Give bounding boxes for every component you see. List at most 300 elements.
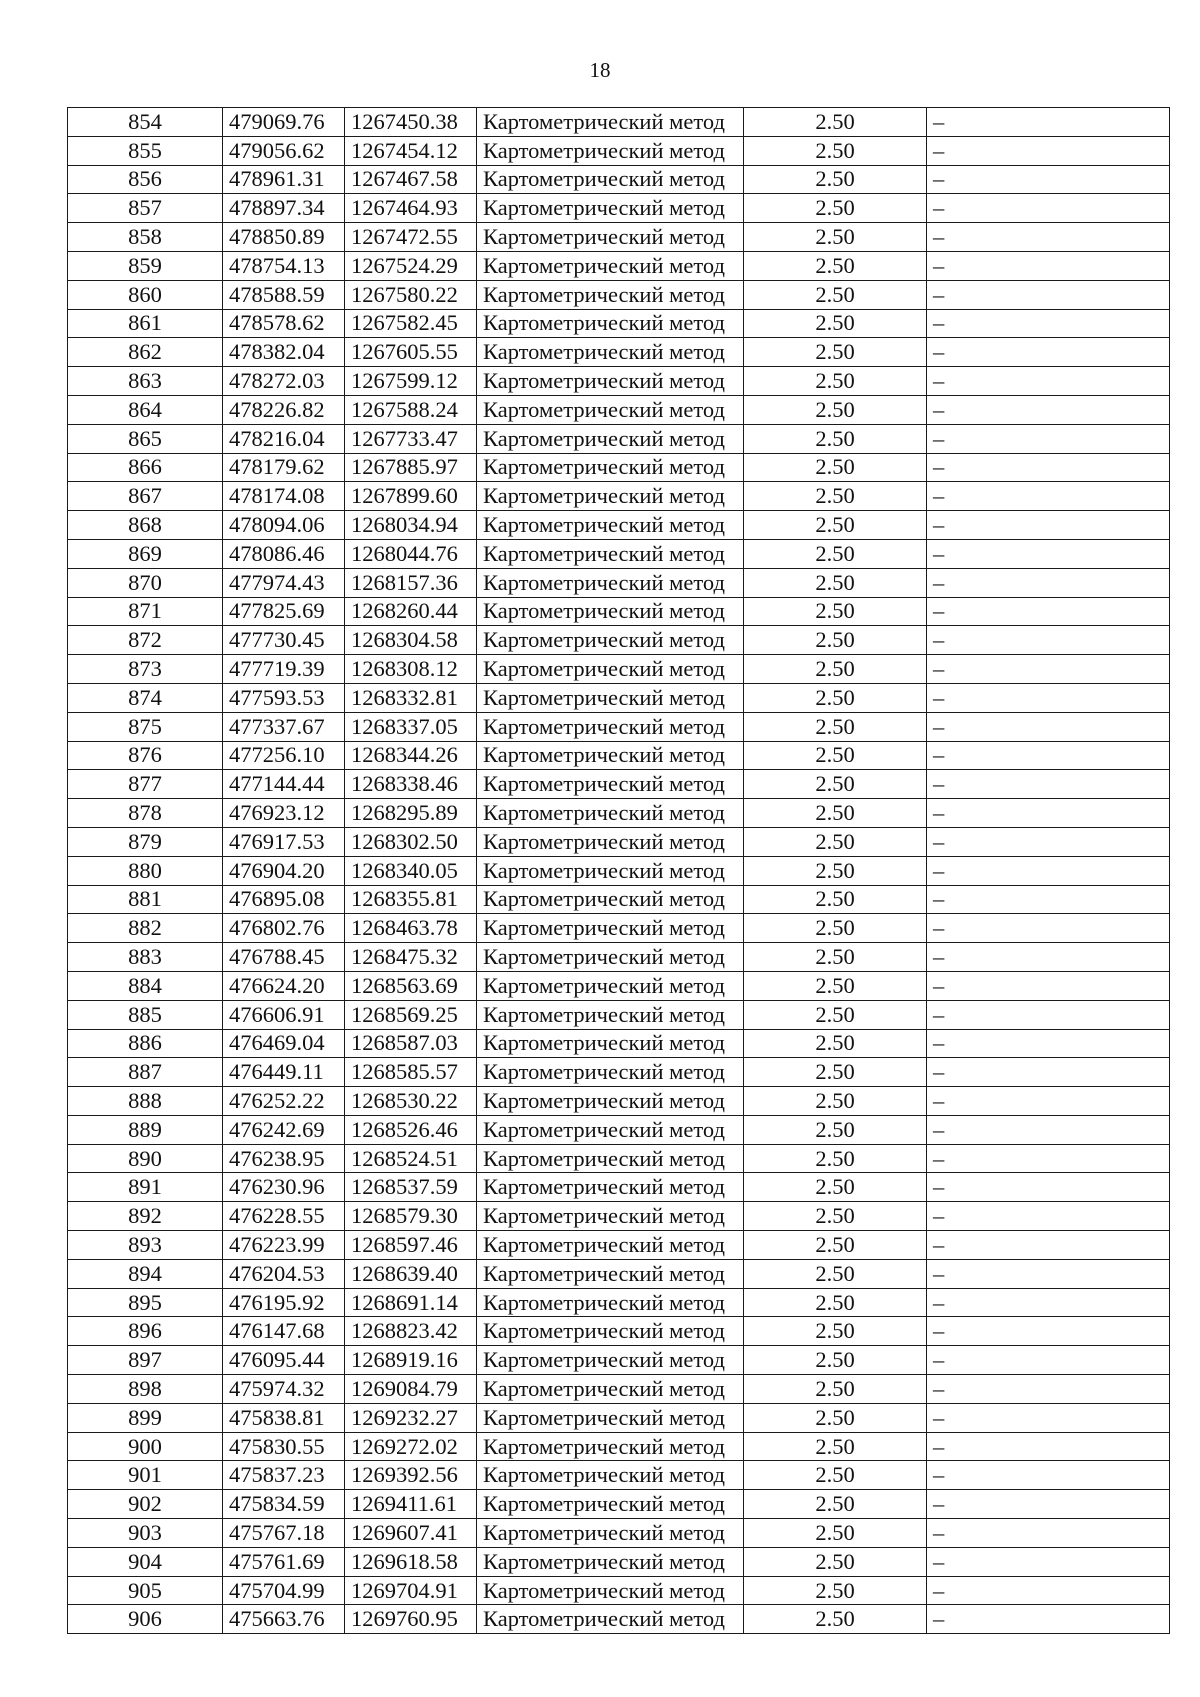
method-cell: Картометрический метод: [477, 914, 744, 943]
point-number-cell: 863: [68, 367, 223, 396]
point-number-cell: 881: [68, 885, 223, 914]
note-cell: –: [927, 223, 1170, 252]
y-coordinate-cell: 1268530.22: [345, 1087, 477, 1116]
method-cell: Картометрический метод: [477, 108, 744, 137]
coordinates-table: [67, 107, 1170, 1634]
accuracy-cell: 2.50: [744, 1000, 927, 1029]
point-number-cell: 893: [68, 1231, 223, 1260]
table-row: [68, 856, 1170, 885]
accuracy-cell: 2.50: [744, 1375, 927, 1404]
accuracy-cell: 2.50: [744, 1547, 927, 1576]
method-cell: Картометрический метод: [477, 251, 744, 280]
x-coordinate-cell: 478382.04: [223, 338, 345, 367]
table-row: [68, 914, 1170, 943]
point-number-cell: 856: [68, 165, 223, 194]
accuracy-cell: 2.50: [744, 1259, 927, 1288]
note-cell: –: [927, 1288, 1170, 1317]
y-coordinate-cell: 1267524.29: [345, 251, 477, 280]
x-coordinate-cell: 477825.69: [223, 597, 345, 626]
x-coordinate-cell: 478897.34: [223, 194, 345, 223]
coordinates-table-body: [68, 108, 1170, 1634]
x-coordinate-cell: 476802.76: [223, 914, 345, 943]
note-cell: –: [927, 1000, 1170, 1029]
table-row: [68, 309, 1170, 338]
point-number-cell: 890: [68, 1144, 223, 1173]
y-coordinate-cell: 1267467.58: [345, 165, 477, 194]
x-coordinate-cell: 475761.69: [223, 1547, 345, 1576]
x-coordinate-cell: 476195.92: [223, 1288, 345, 1317]
point-number-cell: 883: [68, 943, 223, 972]
x-coordinate-cell: 477337.67: [223, 712, 345, 741]
table-row: [68, 741, 1170, 770]
method-cell: Картометрический метод: [477, 1115, 744, 1144]
x-coordinate-cell: 478226.82: [223, 395, 345, 424]
table-row: [68, 194, 1170, 223]
x-coordinate-cell: 475767.18: [223, 1519, 345, 1548]
x-coordinate-cell: 476223.99: [223, 1231, 345, 1260]
note-cell: –: [927, 1144, 1170, 1173]
x-coordinate-cell: 476238.95: [223, 1144, 345, 1173]
note-cell: –: [927, 971, 1170, 1000]
y-coordinate-cell: 1267899.60: [345, 482, 477, 511]
method-cell: Картометрический метод: [477, 338, 744, 367]
accuracy-cell: 2.50: [744, 1461, 927, 1490]
table-row: [68, 108, 1170, 137]
point-number-cell: 865: [68, 424, 223, 453]
note-cell: –: [927, 712, 1170, 741]
accuracy-cell: 2.50: [744, 1288, 927, 1317]
y-coordinate-cell: 1268463.78: [345, 914, 477, 943]
note-cell: –: [927, 1259, 1170, 1288]
method-cell: Картометрический метод: [477, 799, 744, 828]
point-number-cell: 898: [68, 1375, 223, 1404]
y-coordinate-cell: 1268044.76: [345, 539, 477, 568]
table-row: [68, 1000, 1170, 1029]
x-coordinate-cell: 478272.03: [223, 367, 345, 396]
point-number-cell: 854: [68, 108, 223, 137]
point-number-cell: 888: [68, 1087, 223, 1116]
x-coordinate-cell: 476147.68: [223, 1317, 345, 1346]
table-row: [68, 626, 1170, 655]
point-number-cell: 864: [68, 395, 223, 424]
point-number-cell: 884: [68, 971, 223, 1000]
accuracy-cell: 2.50: [744, 395, 927, 424]
x-coordinate-cell: 479069.76: [223, 108, 345, 137]
method-cell: Картометрический метод: [477, 539, 744, 568]
method-cell: Картометрический метод: [477, 1058, 744, 1087]
y-coordinate-cell: 1268302.50: [345, 827, 477, 856]
accuracy-cell: 2.50: [744, 511, 927, 540]
y-coordinate-cell: 1268304.58: [345, 626, 477, 655]
y-coordinate-cell: 1269704.91: [345, 1576, 477, 1605]
x-coordinate-cell: 478094.06: [223, 511, 345, 540]
method-cell: Картометрический метод: [477, 165, 744, 194]
x-coordinate-cell: 476606.91: [223, 1000, 345, 1029]
table-row: [68, 539, 1170, 568]
point-number-cell: 894: [68, 1259, 223, 1288]
method-cell: Картометрический метод: [477, 568, 744, 597]
accuracy-cell: 2.50: [744, 251, 927, 280]
y-coordinate-cell: 1267599.12: [345, 367, 477, 396]
y-coordinate-cell: 1267885.97: [345, 453, 477, 482]
method-cell: Картометрический метод: [477, 1259, 744, 1288]
table-row: [68, 395, 1170, 424]
y-coordinate-cell: 1267605.55: [345, 338, 477, 367]
accuracy-cell: 2.50: [744, 482, 927, 511]
y-coordinate-cell: 1268157.36: [345, 568, 477, 597]
method-cell: Картометрический метод: [477, 712, 744, 741]
y-coordinate-cell: 1268332.81: [345, 683, 477, 712]
page-number: 18: [589, 58, 611, 82]
table-row: [68, 1058, 1170, 1087]
y-coordinate-cell: 1268034.94: [345, 511, 477, 540]
method-cell: Картометрический метод: [477, 1029, 744, 1058]
accuracy-cell: 2.50: [744, 741, 927, 770]
accuracy-cell: 2.50: [744, 453, 927, 482]
method-cell: Картометрический метод: [477, 1317, 744, 1346]
table-row: [68, 453, 1170, 482]
table-row: [68, 1288, 1170, 1317]
x-coordinate-cell: 477974.43: [223, 568, 345, 597]
point-number-cell: 877: [68, 770, 223, 799]
accuracy-cell: 2.50: [744, 367, 927, 396]
table-row: [68, 1432, 1170, 1461]
y-coordinate-cell: 1268295.89: [345, 799, 477, 828]
accuracy-cell: 2.50: [744, 1490, 927, 1519]
note-cell: –: [927, 799, 1170, 828]
method-cell: Картометрический метод: [477, 482, 744, 511]
x-coordinate-cell: 476204.53: [223, 1259, 345, 1288]
point-number-cell: 859: [68, 251, 223, 280]
x-coordinate-cell: 476242.69: [223, 1115, 345, 1144]
accuracy-cell: 2.50: [744, 683, 927, 712]
y-coordinate-cell: 1268563.69: [345, 971, 477, 1000]
table-row: [68, 136, 1170, 165]
y-coordinate-cell: 1267733.47: [345, 424, 477, 453]
table-row: [68, 1259, 1170, 1288]
table-row: [68, 1144, 1170, 1173]
y-coordinate-cell: 1268344.26: [345, 741, 477, 770]
accuracy-cell: 2.50: [744, 799, 927, 828]
point-number-cell: 895: [68, 1288, 223, 1317]
accuracy-cell: 2.50: [744, 223, 927, 252]
table-row: [68, 1461, 1170, 1490]
point-number-cell: 901: [68, 1461, 223, 1490]
x-coordinate-cell: 478179.62: [223, 453, 345, 482]
y-coordinate-cell: 1268260.44: [345, 597, 477, 626]
note-cell: –: [927, 1173, 1170, 1202]
point-number-cell: 872: [68, 626, 223, 655]
accuracy-cell: 2.50: [744, 1403, 927, 1432]
accuracy-cell: 2.50: [744, 1144, 927, 1173]
method-cell: Картометрический метод: [477, 309, 744, 338]
note-cell: –: [927, 741, 1170, 770]
accuracy-cell: 2.50: [744, 1029, 927, 1058]
note-cell: –: [927, 1058, 1170, 1087]
note-cell: –: [927, 1231, 1170, 1260]
y-coordinate-cell: 1269618.58: [345, 1547, 477, 1576]
table-row: [68, 885, 1170, 914]
x-coordinate-cell: 476230.96: [223, 1173, 345, 1202]
point-number-cell: 861: [68, 309, 223, 338]
note-cell: –: [927, 280, 1170, 309]
x-coordinate-cell: 476904.20: [223, 856, 345, 885]
note-cell: –: [927, 539, 1170, 568]
y-coordinate-cell: 1269607.41: [345, 1519, 477, 1548]
note-cell: –: [927, 1087, 1170, 1116]
y-coordinate-cell: 1269411.61: [345, 1490, 477, 1519]
accuracy-cell: 2.50: [744, 136, 927, 165]
table-row: [68, 367, 1170, 396]
method-cell: Картометрический метод: [477, 741, 744, 770]
table-row: [68, 280, 1170, 309]
x-coordinate-cell: 476917.53: [223, 827, 345, 856]
method-cell: Картометрический метод: [477, 1461, 744, 1490]
table-row: [68, 597, 1170, 626]
point-number-cell: 904: [68, 1547, 223, 1576]
x-coordinate-cell: 477593.53: [223, 683, 345, 712]
y-coordinate-cell: 1268587.03: [345, 1029, 477, 1058]
point-number-cell: 868: [68, 511, 223, 540]
note-cell: –: [927, 194, 1170, 223]
accuracy-cell: 2.50: [744, 770, 927, 799]
point-number-cell: 900: [68, 1432, 223, 1461]
method-cell: Картометрический метод: [477, 1231, 744, 1260]
point-number-cell: 874: [68, 683, 223, 712]
note-cell: –: [927, 165, 1170, 194]
y-coordinate-cell: 1268579.30: [345, 1202, 477, 1231]
y-coordinate-cell: 1268337.05: [345, 712, 477, 741]
accuracy-cell: 2.50: [744, 971, 927, 1000]
method-cell: Картометрический метод: [477, 770, 744, 799]
accuracy-cell: 2.50: [744, 827, 927, 856]
note-cell: –: [927, 1202, 1170, 1231]
table-row: [68, 683, 1170, 712]
x-coordinate-cell: 477719.39: [223, 655, 345, 684]
table-row: [68, 1115, 1170, 1144]
table-row: [68, 223, 1170, 252]
accuracy-cell: 2.50: [744, 1087, 927, 1116]
y-coordinate-cell: 1269272.02: [345, 1432, 477, 1461]
accuracy-cell: 2.50: [744, 1346, 927, 1375]
accuracy-cell: 2.50: [744, 309, 927, 338]
y-coordinate-cell: 1268308.12: [345, 655, 477, 684]
table-row: [68, 568, 1170, 597]
x-coordinate-cell: 476469.04: [223, 1029, 345, 1058]
accuracy-cell: 2.50: [744, 1115, 927, 1144]
note-cell: –: [927, 453, 1170, 482]
y-coordinate-cell: 1268597.46: [345, 1231, 477, 1260]
x-coordinate-cell: 478850.89: [223, 223, 345, 252]
table-row: [68, 165, 1170, 194]
note-cell: –: [927, 1375, 1170, 1404]
note-cell: –: [927, 1403, 1170, 1432]
x-coordinate-cell: 478086.46: [223, 539, 345, 568]
x-coordinate-cell: 476095.44: [223, 1346, 345, 1375]
point-number-cell: 858: [68, 223, 223, 252]
point-number-cell: 876: [68, 741, 223, 770]
point-number-cell: 866: [68, 453, 223, 482]
x-coordinate-cell: 476228.55: [223, 1202, 345, 1231]
table-row: [68, 1231, 1170, 1260]
note-cell: –: [927, 108, 1170, 137]
table-row: [68, 1403, 1170, 1432]
table-row: [68, 511, 1170, 540]
note-cell: –: [927, 251, 1170, 280]
method-cell: Картометрический метод: [477, 943, 744, 972]
note-cell: –: [927, 1490, 1170, 1519]
x-coordinate-cell: 478216.04: [223, 424, 345, 453]
note-cell: –: [927, 1346, 1170, 1375]
y-coordinate-cell: 1269232.27: [345, 1403, 477, 1432]
x-coordinate-cell: 476788.45: [223, 943, 345, 972]
y-coordinate-cell: 1267454.12: [345, 136, 477, 165]
y-coordinate-cell: 1267450.38: [345, 108, 477, 137]
y-coordinate-cell: 1268823.42: [345, 1317, 477, 1346]
note-cell: –: [927, 424, 1170, 453]
method-cell: Картометрический метод: [477, 1000, 744, 1029]
note-cell: –: [927, 1029, 1170, 1058]
accuracy-cell: 2.50: [744, 885, 927, 914]
y-coordinate-cell: 1267582.45: [345, 309, 477, 338]
accuracy-cell: 2.50: [744, 597, 927, 626]
x-coordinate-cell: 475663.76: [223, 1605, 345, 1634]
x-coordinate-cell: 478588.59: [223, 280, 345, 309]
x-coordinate-cell: 477144.44: [223, 770, 345, 799]
table-row: [68, 971, 1170, 1000]
note-cell: –: [927, 914, 1170, 943]
note-cell: –: [927, 367, 1170, 396]
method-cell: Картометрический метод: [477, 1547, 744, 1576]
note-cell: –: [927, 943, 1170, 972]
method-cell: Картометрический метод: [477, 1173, 744, 1202]
y-coordinate-cell: 1268691.14: [345, 1288, 477, 1317]
table-row: [68, 1576, 1170, 1605]
method-cell: Картометрический метод: [477, 683, 744, 712]
method-cell: Картометрический метод: [477, 1288, 744, 1317]
method-cell: Картометрический метод: [477, 511, 744, 540]
accuracy-cell: 2.50: [744, 424, 927, 453]
table-row: [68, 943, 1170, 972]
accuracy-cell: 2.50: [744, 1576, 927, 1605]
method-cell: Картометрический метод: [477, 626, 744, 655]
y-coordinate-cell: 1267472.55: [345, 223, 477, 252]
note-cell: –: [927, 885, 1170, 914]
point-number-cell: 891: [68, 1173, 223, 1202]
x-coordinate-cell: 478961.31: [223, 165, 345, 194]
method-cell: Картометрический метод: [477, 856, 744, 885]
point-number-cell: 885: [68, 1000, 223, 1029]
note-cell: –: [927, 309, 1170, 338]
point-number-cell: 896: [68, 1317, 223, 1346]
note-cell: –: [927, 856, 1170, 885]
table-row: [68, 482, 1170, 511]
point-number-cell: 873: [68, 655, 223, 684]
y-coordinate-cell: 1268340.05: [345, 856, 477, 885]
x-coordinate-cell: 475837.23: [223, 1461, 345, 1490]
point-number-cell: 869: [68, 539, 223, 568]
table-row: [68, 655, 1170, 684]
table-row: [68, 712, 1170, 741]
table-row: [68, 251, 1170, 280]
accuracy-cell: 2.50: [744, 856, 927, 885]
accuracy-cell: 2.50: [744, 626, 927, 655]
method-cell: Картометрический метод: [477, 1144, 744, 1173]
method-cell: Картометрический метод: [477, 280, 744, 309]
note-cell: –: [927, 827, 1170, 856]
table-row: [68, 827, 1170, 856]
method-cell: Картометрический метод: [477, 453, 744, 482]
table-row: [68, 770, 1170, 799]
note-cell: –: [927, 1115, 1170, 1144]
accuracy-cell: 2.50: [744, 712, 927, 741]
point-number-cell: 902: [68, 1490, 223, 1519]
note-cell: –: [927, 511, 1170, 540]
method-cell: Картометрический метод: [477, 1605, 744, 1634]
point-number-cell: 875: [68, 712, 223, 741]
note-cell: –: [927, 1519, 1170, 1548]
accuracy-cell: 2.50: [744, 1173, 927, 1202]
note-cell: –: [927, 1432, 1170, 1461]
method-cell: Картометрический метод: [477, 655, 744, 684]
point-number-cell: 870: [68, 568, 223, 597]
note-cell: –: [927, 1317, 1170, 1346]
note-cell: –: [927, 1461, 1170, 1490]
method-cell: Картометрический метод: [477, 827, 744, 856]
method-cell: Картометрический метод: [477, 1432, 744, 1461]
point-number-cell: 889: [68, 1115, 223, 1144]
method-cell: Картометрический метод: [477, 1202, 744, 1231]
x-coordinate-cell: 476252.22: [223, 1087, 345, 1116]
x-coordinate-cell: 476895.08: [223, 885, 345, 914]
point-number-cell: 862: [68, 338, 223, 367]
x-coordinate-cell: 475974.32: [223, 1375, 345, 1404]
accuracy-cell: 2.50: [744, 1231, 927, 1260]
table-row: [68, 1346, 1170, 1375]
point-number-cell: 903: [68, 1519, 223, 1548]
y-coordinate-cell: 1269392.56: [345, 1461, 477, 1490]
accuracy-cell: 2.50: [744, 194, 927, 223]
table-row: [68, 1375, 1170, 1404]
note-cell: –: [927, 136, 1170, 165]
table-row: [68, 338, 1170, 367]
x-coordinate-cell: 477256.10: [223, 741, 345, 770]
accuracy-cell: 2.50: [744, 1058, 927, 1087]
point-number-cell: 880: [68, 856, 223, 885]
point-number-cell: 905: [68, 1576, 223, 1605]
accuracy-cell: 2.50: [744, 914, 927, 943]
point-number-cell: 878: [68, 799, 223, 828]
point-number-cell: 867: [68, 482, 223, 511]
accuracy-cell: 2.50: [744, 1202, 927, 1231]
note-cell: –: [927, 1605, 1170, 1634]
x-coordinate-cell: 479056.62: [223, 136, 345, 165]
y-coordinate-cell: 1267588.24: [345, 395, 477, 424]
point-number-cell: 857: [68, 194, 223, 223]
note-cell: –: [927, 338, 1170, 367]
y-coordinate-cell: 1268526.46: [345, 1115, 477, 1144]
accuracy-cell: 2.50: [744, 655, 927, 684]
point-number-cell: 892: [68, 1202, 223, 1231]
method-cell: Картометрический метод: [477, 1490, 744, 1519]
y-coordinate-cell: 1268639.40: [345, 1259, 477, 1288]
y-coordinate-cell: 1268585.57: [345, 1058, 477, 1087]
table-row: [68, 1547, 1170, 1576]
method-cell: Картометрический метод: [477, 367, 744, 396]
accuracy-cell: 2.50: [744, 1519, 927, 1548]
accuracy-cell: 2.50: [744, 568, 927, 597]
method-cell: Картометрический метод: [477, 1087, 744, 1116]
